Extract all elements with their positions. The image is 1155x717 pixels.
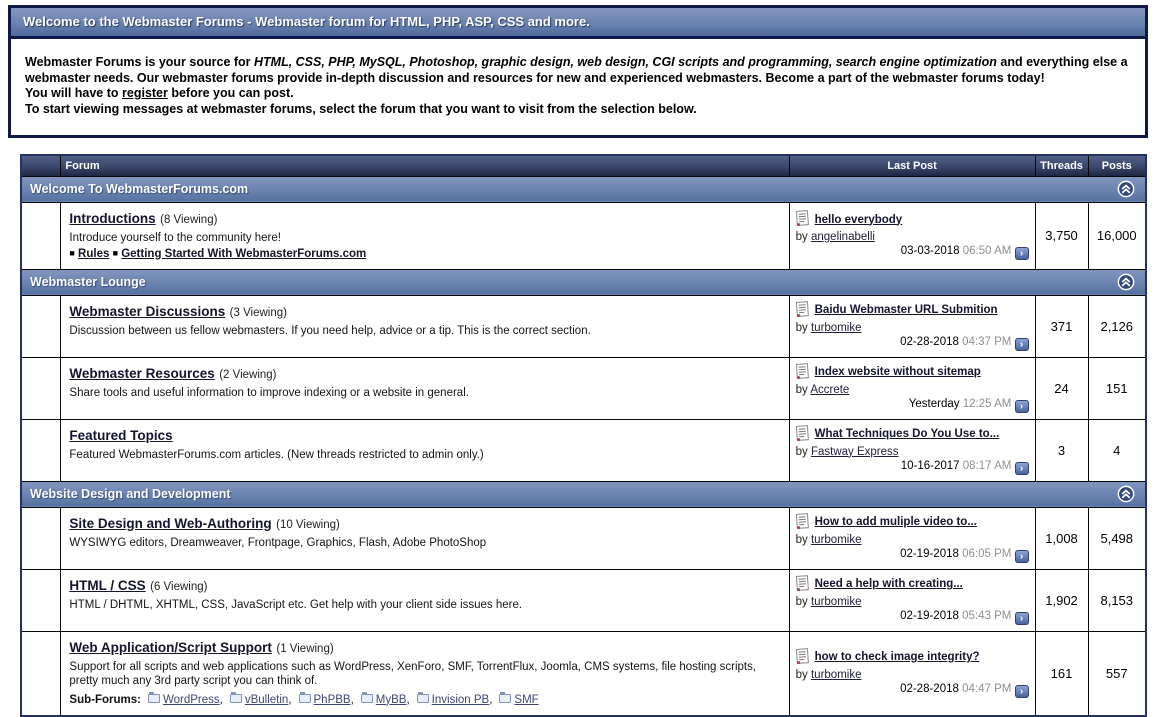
forum-status-cell (21, 202, 61, 269)
post-icon (795, 210, 810, 230)
forum-row-web-app-support (21, 631, 1146, 716)
collapse-icon[interactable] (1117, 273, 1135, 291)
post-icon (795, 300, 810, 320)
separator: , (351, 694, 354, 706)
forum-row-webmaster-resources (21, 357, 1146, 419)
forum-link-featured-topics[interactable]: Featured Topics (69, 428, 172, 443)
forum-description: WYSIWYG editors, Dreamweaver, Frontpage, Graphics, Flash, Adobe PhotoShop (69, 536, 780, 550)
viewing-count: (10 Viewing) (276, 519, 340, 531)
lastpost-user-link[interactable]: Accrete (810, 384, 849, 396)
subforum-link-phpbb[interactable]: PhPBB (314, 694, 351, 706)
folder-icon (230, 694, 242, 703)
forum-link-html-css[interactable]: HTML / CSS (69, 578, 145, 593)
category-row-lounge (21, 269, 1146, 295)
lastpost-time: 05:43 PM (962, 610, 1011, 622)
forum-row-html-css (21, 569, 1146, 631)
lastpost-date: 03-03-2018 (901, 245, 960, 257)
category-title: Welcome To WebmasterForums.com (30, 182, 1117, 196)
posts-count: 2,126 (1088, 295, 1146, 357)
posts-count: 151 (1088, 357, 1146, 419)
lastpost-user-link[interactable]: turbomike (811, 669, 862, 681)
forum-status-cell (21, 357, 61, 419)
header-status-col (21, 155, 61, 176)
folder-icon (299, 694, 311, 703)
subforums-label: Sub-Forums: (69, 694, 141, 706)
lastpost-thread-link[interactable]: Need a help with creating... (815, 578, 963, 590)
lastpost-thread-link[interactable]: hello everybody (815, 214, 903, 226)
viewing-count: (3 Viewing) (230, 307, 287, 319)
folder-icon (148, 694, 160, 703)
header-threads: Threads (1035, 155, 1088, 176)
post-icon (795, 574, 810, 594)
folder-icon (417, 694, 429, 703)
go-to-last-post-icon[interactable]: › (1015, 550, 1029, 563)
intro-text: Webmaster Forums is your source for (25, 55, 254, 69)
by-label: by (796, 231, 808, 243)
forum-row-featured-topics (21, 419, 1146, 481)
forum-table (20, 154, 1147, 717)
welcome-panel-title: Welcome to the Webmaster Forums - Webmaster forum for HTML, PHP, ASP, CSS and more. (11, 8, 1145, 39)
lastpost-date: 02-28-2018 (900, 336, 959, 348)
collapse-icon[interactable] (1117, 485, 1135, 503)
separator: , (489, 694, 492, 706)
lastpost-date: Yesterday (909, 398, 960, 410)
lastpost-user-link[interactable]: turbomike (811, 322, 862, 334)
separator: , (220, 694, 223, 706)
lastpost-thread-link[interactable]: Baidu Webmaster URL Submition (815, 304, 998, 316)
lastpost-time: 12:25 AM (963, 398, 1012, 410)
viewing-count: (2 Viewing) (219, 369, 276, 381)
forum-sublinks (69, 248, 780, 260)
forum-row-site-design (21, 507, 1146, 569)
go-to-last-post-icon[interactable]: › (1015, 685, 1029, 698)
register-sentence-pre: You will have to (25, 86, 122, 100)
forum-link-site-design[interactable]: Site Design and Web-Authoring (69, 516, 271, 531)
sublink-getting-started[interactable]: Getting Started With WebmasterForums.com (121, 248, 366, 260)
by-label: by (796, 596, 808, 608)
subforum-link-smf[interactable]: SMF (514, 694, 538, 706)
welcome-panel (8, 5, 1148, 138)
separator: , (288, 694, 291, 706)
category-row-design-dev (21, 481, 1146, 507)
subforum-link-wordpress[interactable]: WordPress (163, 694, 220, 706)
header-last-post: Last Post (789, 155, 1035, 176)
go-to-last-post-icon[interactable]: › (1015, 338, 1029, 351)
posts-count: 557 (1088, 631, 1146, 716)
by-label: by (796, 322, 808, 334)
category-row-welcome (21, 176, 1146, 202)
lastpost-thread-link[interactable]: What Techniques Do You Use to... (815, 428, 1000, 440)
lastpost-date: 02-28-2018 (900, 683, 959, 695)
folder-icon (499, 694, 511, 703)
post-icon (795, 647, 810, 667)
register-sentence-post: before you can post. (168, 86, 294, 100)
forum-status-cell (21, 631, 61, 716)
post-icon (795, 424, 810, 444)
posts-count: 4 (1088, 419, 1146, 481)
threads-count: 1,008 (1035, 507, 1088, 569)
threads-count: 3,750 (1035, 202, 1088, 269)
posts-count: 5,498 (1088, 507, 1146, 569)
threads-count: 1,902 (1035, 569, 1088, 631)
forum-link-introductions[interactable]: Introductions (69, 211, 155, 226)
lastpost-user-link[interactable]: turbomike (811, 534, 862, 546)
category-title: Website Design and Development (30, 487, 1117, 501)
register-link[interactable]: register (122, 86, 168, 100)
go-to-last-post-icon[interactable]: › (1015, 462, 1029, 475)
lastpost-thread-link[interactable]: Index website without sitemap (815, 366, 981, 378)
go-to-last-post-icon[interactable]: › (1015, 612, 1029, 625)
subforums-list (69, 694, 780, 706)
threads-count: 161 (1035, 631, 1088, 716)
by-label: by (796, 534, 808, 546)
forum-row-webmaster-discussions (21, 295, 1146, 357)
by-label: by (796, 446, 808, 458)
by-label: by (796, 384, 808, 396)
intro-text-italic: HTML, CSS, PHP, MySQL, Photoshop, graphic design, web design, CGI scripts and programming, search engine optimization (254, 55, 997, 69)
post-icon (795, 362, 810, 382)
viewing-count: (8 Viewing) (160, 214, 217, 226)
lastpost-time: 04:37 PM (962, 336, 1011, 348)
table-header-row (21, 155, 1146, 176)
header-posts: Posts (1088, 155, 1146, 176)
header-forum: Forum (61, 155, 789, 176)
collapse-icon[interactable] (1117, 180, 1135, 198)
lastpost-time: 06:05 PM (962, 548, 1011, 560)
lastpost-user-link[interactable]: Fastway Express (811, 446, 899, 458)
by-label: by (796, 669, 808, 681)
lastpost-thread-link[interactable]: how to check image integrity? (815, 651, 980, 663)
forum-status-cell (21, 295, 61, 357)
forum-description: HTML / DHTML, XHTML, CSS, JavaScript etc. Get help with your client side issues here. (69, 598, 780, 612)
forum-link-web-app-support[interactable]: Web Application/Script Support (69, 640, 272, 655)
forum-description: Introduce yourself to the community here! (69, 231, 780, 245)
forum-description: Support for all scripts and web applications such as WordPress, XenForo, SMF, TorrentFlux, Joomla, CMS systems, file hosting scripts, pretty much any 3rd party script you can think of. (69, 660, 780, 688)
lastpost-date: 10-16-2017 (901, 460, 960, 472)
posts-count: 8,153 (1088, 569, 1146, 631)
intro-text-tail: and everything else a webmaster needs. Our webmaster forums provide in-depth discussion and resources for new and experienced webmasters. Become a part of the webmaster forums today! (25, 55, 1128, 85)
forum-row-introductions (21, 202, 1146, 269)
select-forum-line: To start viewing messages at webmaster forums, select the forum that you want to visit from the selection below. (25, 102, 697, 116)
threads-count: 371 (1035, 295, 1088, 357)
lastpost-date: 02-19-2018 (900, 610, 959, 622)
forum-description: Featured WebmasterForums.com articles. (New threads restricted to admin only.) (69, 448, 780, 462)
bullet-icon: ■ (113, 248, 118, 258)
go-to-last-post-icon[interactable]: › (1015, 400, 1029, 413)
lastpost-time: 08:17 AM (963, 460, 1012, 472)
subforum-link-mybb[interactable]: MyBB (376, 694, 407, 706)
forum-description: Share tools and useful information to improve indexing or a website in general. (69, 386, 780, 400)
welcome-panel-body (11, 39, 1145, 135)
category-title: Webmaster Lounge (30, 275, 1117, 289)
bullet-icon: ■ (69, 248, 74, 258)
forum-link-webmaster-discussions[interactable]: Webmaster Discussions (69, 304, 225, 319)
forum-status-cell (21, 569, 61, 631)
forum-status-cell (21, 419, 61, 481)
threads-count: 3 (1035, 419, 1088, 481)
lastpost-time: 04:47 PM (962, 683, 1011, 695)
folder-icon (361, 694, 373, 703)
lastpost-date: 02-19-2018 (900, 548, 959, 560)
lastpost-time: 06:50 AM (963, 245, 1012, 257)
forum-link-webmaster-resources[interactable]: Webmaster Resources (69, 366, 214, 381)
sublink-rules[interactable]: Rules (78, 248, 109, 260)
subforum-link-vbulletin[interactable]: vBulletin (245, 694, 288, 706)
lastpost-thread-link[interactable]: How to add muliple video to... (815, 516, 977, 528)
subforum-link-invision-pb[interactable]: Invision PB (432, 694, 490, 706)
posts-count: 16,000 (1088, 202, 1146, 269)
threads-count: 24 (1035, 357, 1088, 419)
viewing-count: (6 Viewing) (150, 581, 207, 593)
go-to-last-post-icon[interactable]: › (1015, 247, 1029, 260)
forum-status-cell (21, 507, 61, 569)
forum-description: Discussion between us fellow webmasters. If you need help, advice or a tip. This is the correct section. (69, 324, 780, 338)
separator: , (406, 694, 409, 706)
lastpost-user-link[interactable]: turbomike (811, 596, 862, 608)
lastpost-user-link[interactable]: angelinabelli (811, 231, 875, 243)
post-icon (795, 512, 810, 532)
viewing-count: (1 Viewing) (276, 643, 333, 655)
